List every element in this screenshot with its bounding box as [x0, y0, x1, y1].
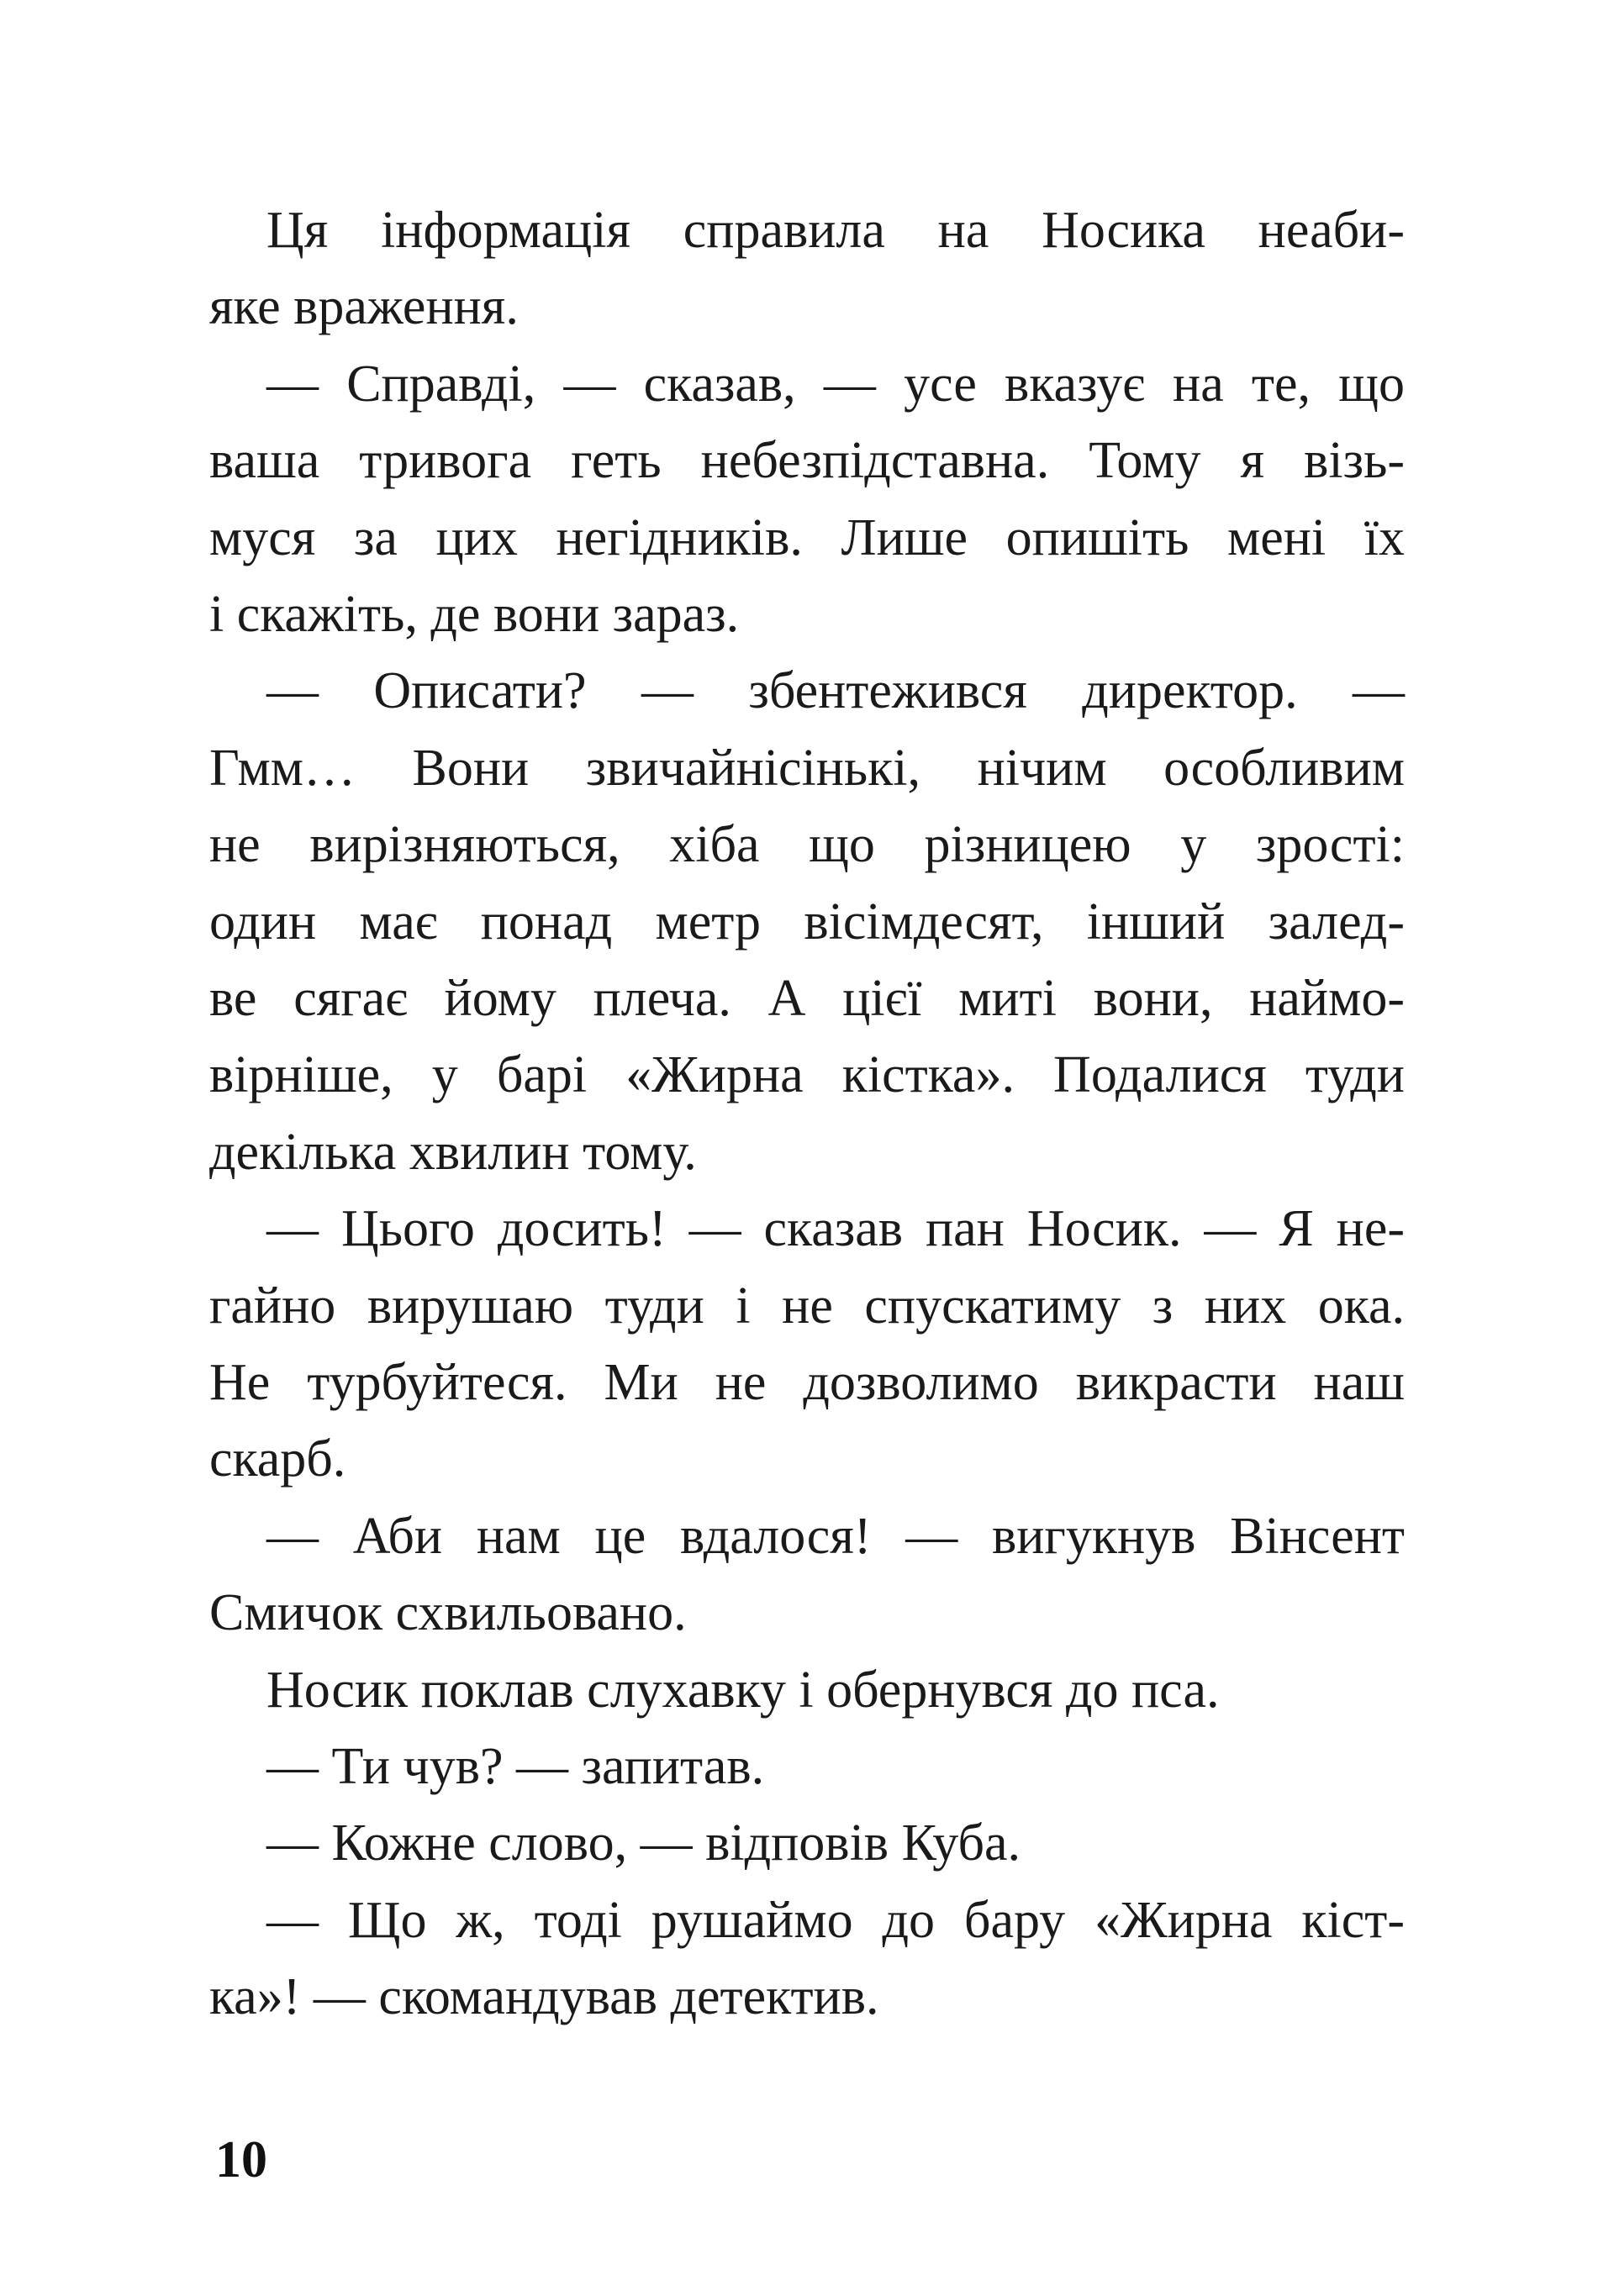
text-line: яке враження.	[209, 278, 519, 336]
page-number: 10	[215, 2131, 267, 2188]
text-line: один має понад метр вісімдесят, інший залед-	[209, 893, 1405, 951]
text-line: — Справді, — сказав, — усе вказує на те, що	[266, 355, 1405, 413]
text-line: вірніше, у барі «Жирна кістка». Подалися туди	[209, 1046, 1405, 1104]
text-line: — Описати? — збентежився директор. —	[266, 662, 1405, 720]
text-line: не вирізняються, хіба що різницею у зрості:	[209, 816, 1405, 874]
text-line: ка»! — скомандував детектив.	[209, 1968, 879, 2026]
text-line: Не турбуйтеся. Ми не дозволимо викрасти наш	[209, 1354, 1405, 1411]
text-line: муся за цих негідників. Лише опишіть мені їх	[209, 508, 1405, 566]
text-line: — Кожне слово, — відповів Куба.	[266, 1814, 1021, 1872]
text-line: — Що ж, тоді рушаймо до бару «Жирна кіст-	[266, 1891, 1405, 1949]
text-line: ве сягає йому плеча. А цієї миті вони, наймо-	[209, 970, 1405, 1027]
text-line: Гмм… Вони звичайнісінькі, нічим особливим	[209, 739, 1405, 797]
text-line: декілька хвилин тому.	[209, 1123, 697, 1181]
text-line: Смичок схвильовано.	[209, 1584, 687, 1642]
text-line: — Ти чув? — запитав.	[266, 1738, 765, 1795]
text-line: і скажіть, де вони зараз.	[209, 586, 740, 643]
text-line: гайно вирушаю туди і не спускатиму з них ока.	[209, 1277, 1405, 1335]
text-line: ваша тривога геть небезпідставна. Тому я візь-	[209, 432, 1405, 490]
text-line: — Цього досить! — сказав пан Носик. — Я не-	[266, 1200, 1405, 1258]
text-line: скарб.	[209, 1430, 346, 1488]
text-line: — Аби нам це вдалося! — вигукнув Вінсент	[266, 1507, 1405, 1565]
text-line: Носик поклав слухавку і обернувся до пса.	[266, 1661, 1220, 1719]
text-line: Ця інформація справила на Носика неаби-	[266, 202, 1405, 259]
